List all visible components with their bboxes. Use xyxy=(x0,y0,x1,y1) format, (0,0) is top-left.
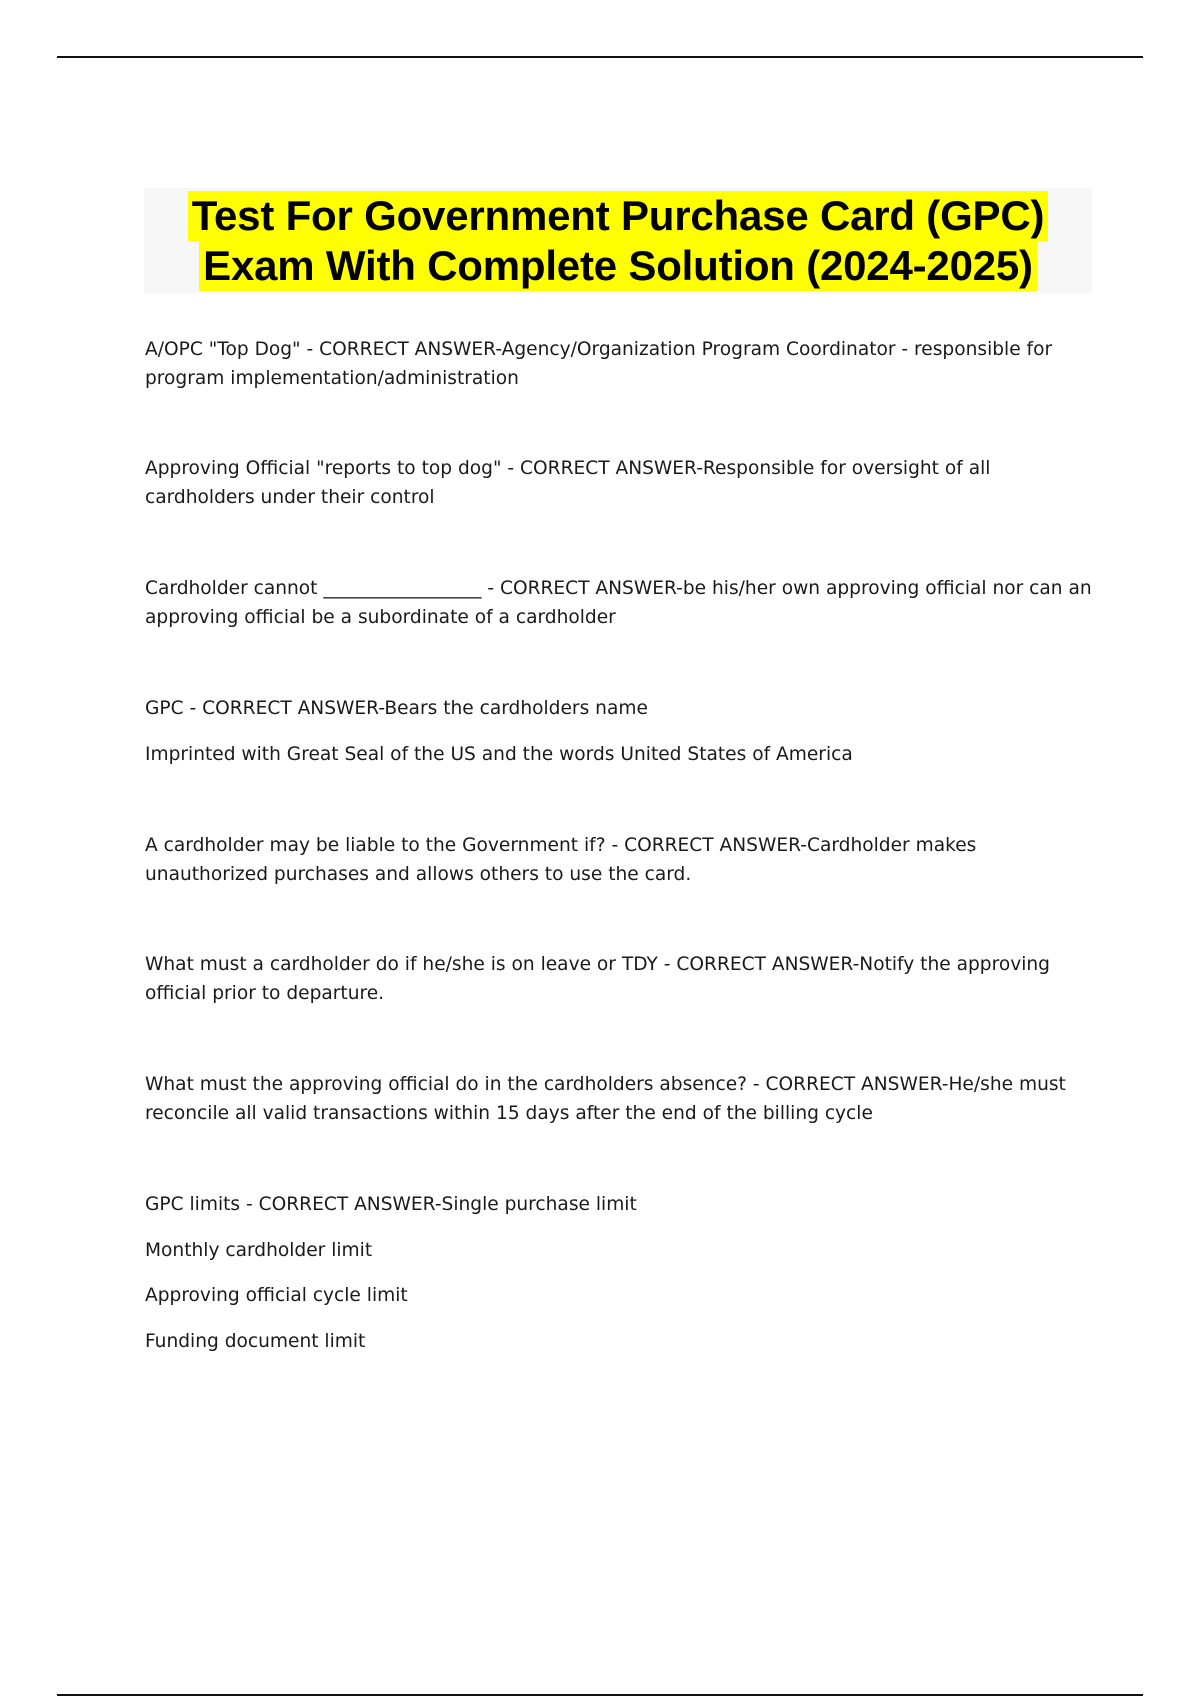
qa-item: GPC - CORRECT ANSWER-Bears the cardholders name xyxy=(145,698,648,719)
qa-item-continuation: Imprinted with Great Seal of the US and the words United States of America xyxy=(145,744,853,765)
qa-item: A/OPC "Top Dog" - CORRECT ANSWER-Agency/Organization Program Coordinator - responsible for program implementation/administration xyxy=(145,339,1053,389)
title-line-1: Test For Government Purchase Card (GPC) xyxy=(188,191,1049,241)
qa-item-continuation: Funding document limit xyxy=(145,1331,366,1352)
qa-item-continuation: Approving official cycle limit xyxy=(145,1285,408,1306)
qa-item: Approving Official "reports to top dog" - CORRECT ANSWER-Responsible for oversight of all cardholders under their control xyxy=(145,458,991,508)
qa-item-continuation: Monthly cardholder limit xyxy=(145,1240,373,1261)
qa-item: A cardholder may be liable to the Government if? - CORRECT ANSWER-Cardholder makes unauthorized purchases and allows others to use the card. xyxy=(145,835,977,885)
top-rule xyxy=(57,56,1143,58)
bottom-rule xyxy=(57,1694,1143,1696)
qa-item: GPC limits - CORRECT ANSWER-Single purchase limit xyxy=(145,1194,637,1215)
qa-item: What must a cardholder do if he/she is on leave or TDY - CORRECT ANSWER-Notify the approving official prior to departure. xyxy=(145,954,1050,1004)
document-title xyxy=(144,188,1092,294)
qa-item: Cardholder cannot _________________ - CORRECT ANSWER-be his/her own approving official nor can an approving official be a subordinate of a cardholder xyxy=(145,578,1092,628)
title-line-2: Exam With Complete Solution (2024-2025) xyxy=(199,241,1037,291)
qa-item: What must the approving official do in the cardholders absence? - CORRECT ANSWER-He/she must reconcile all valid transactions within 15 days after the end of the billing cycle xyxy=(145,1074,1066,1124)
qa-list xyxy=(145,335,1095,1356)
